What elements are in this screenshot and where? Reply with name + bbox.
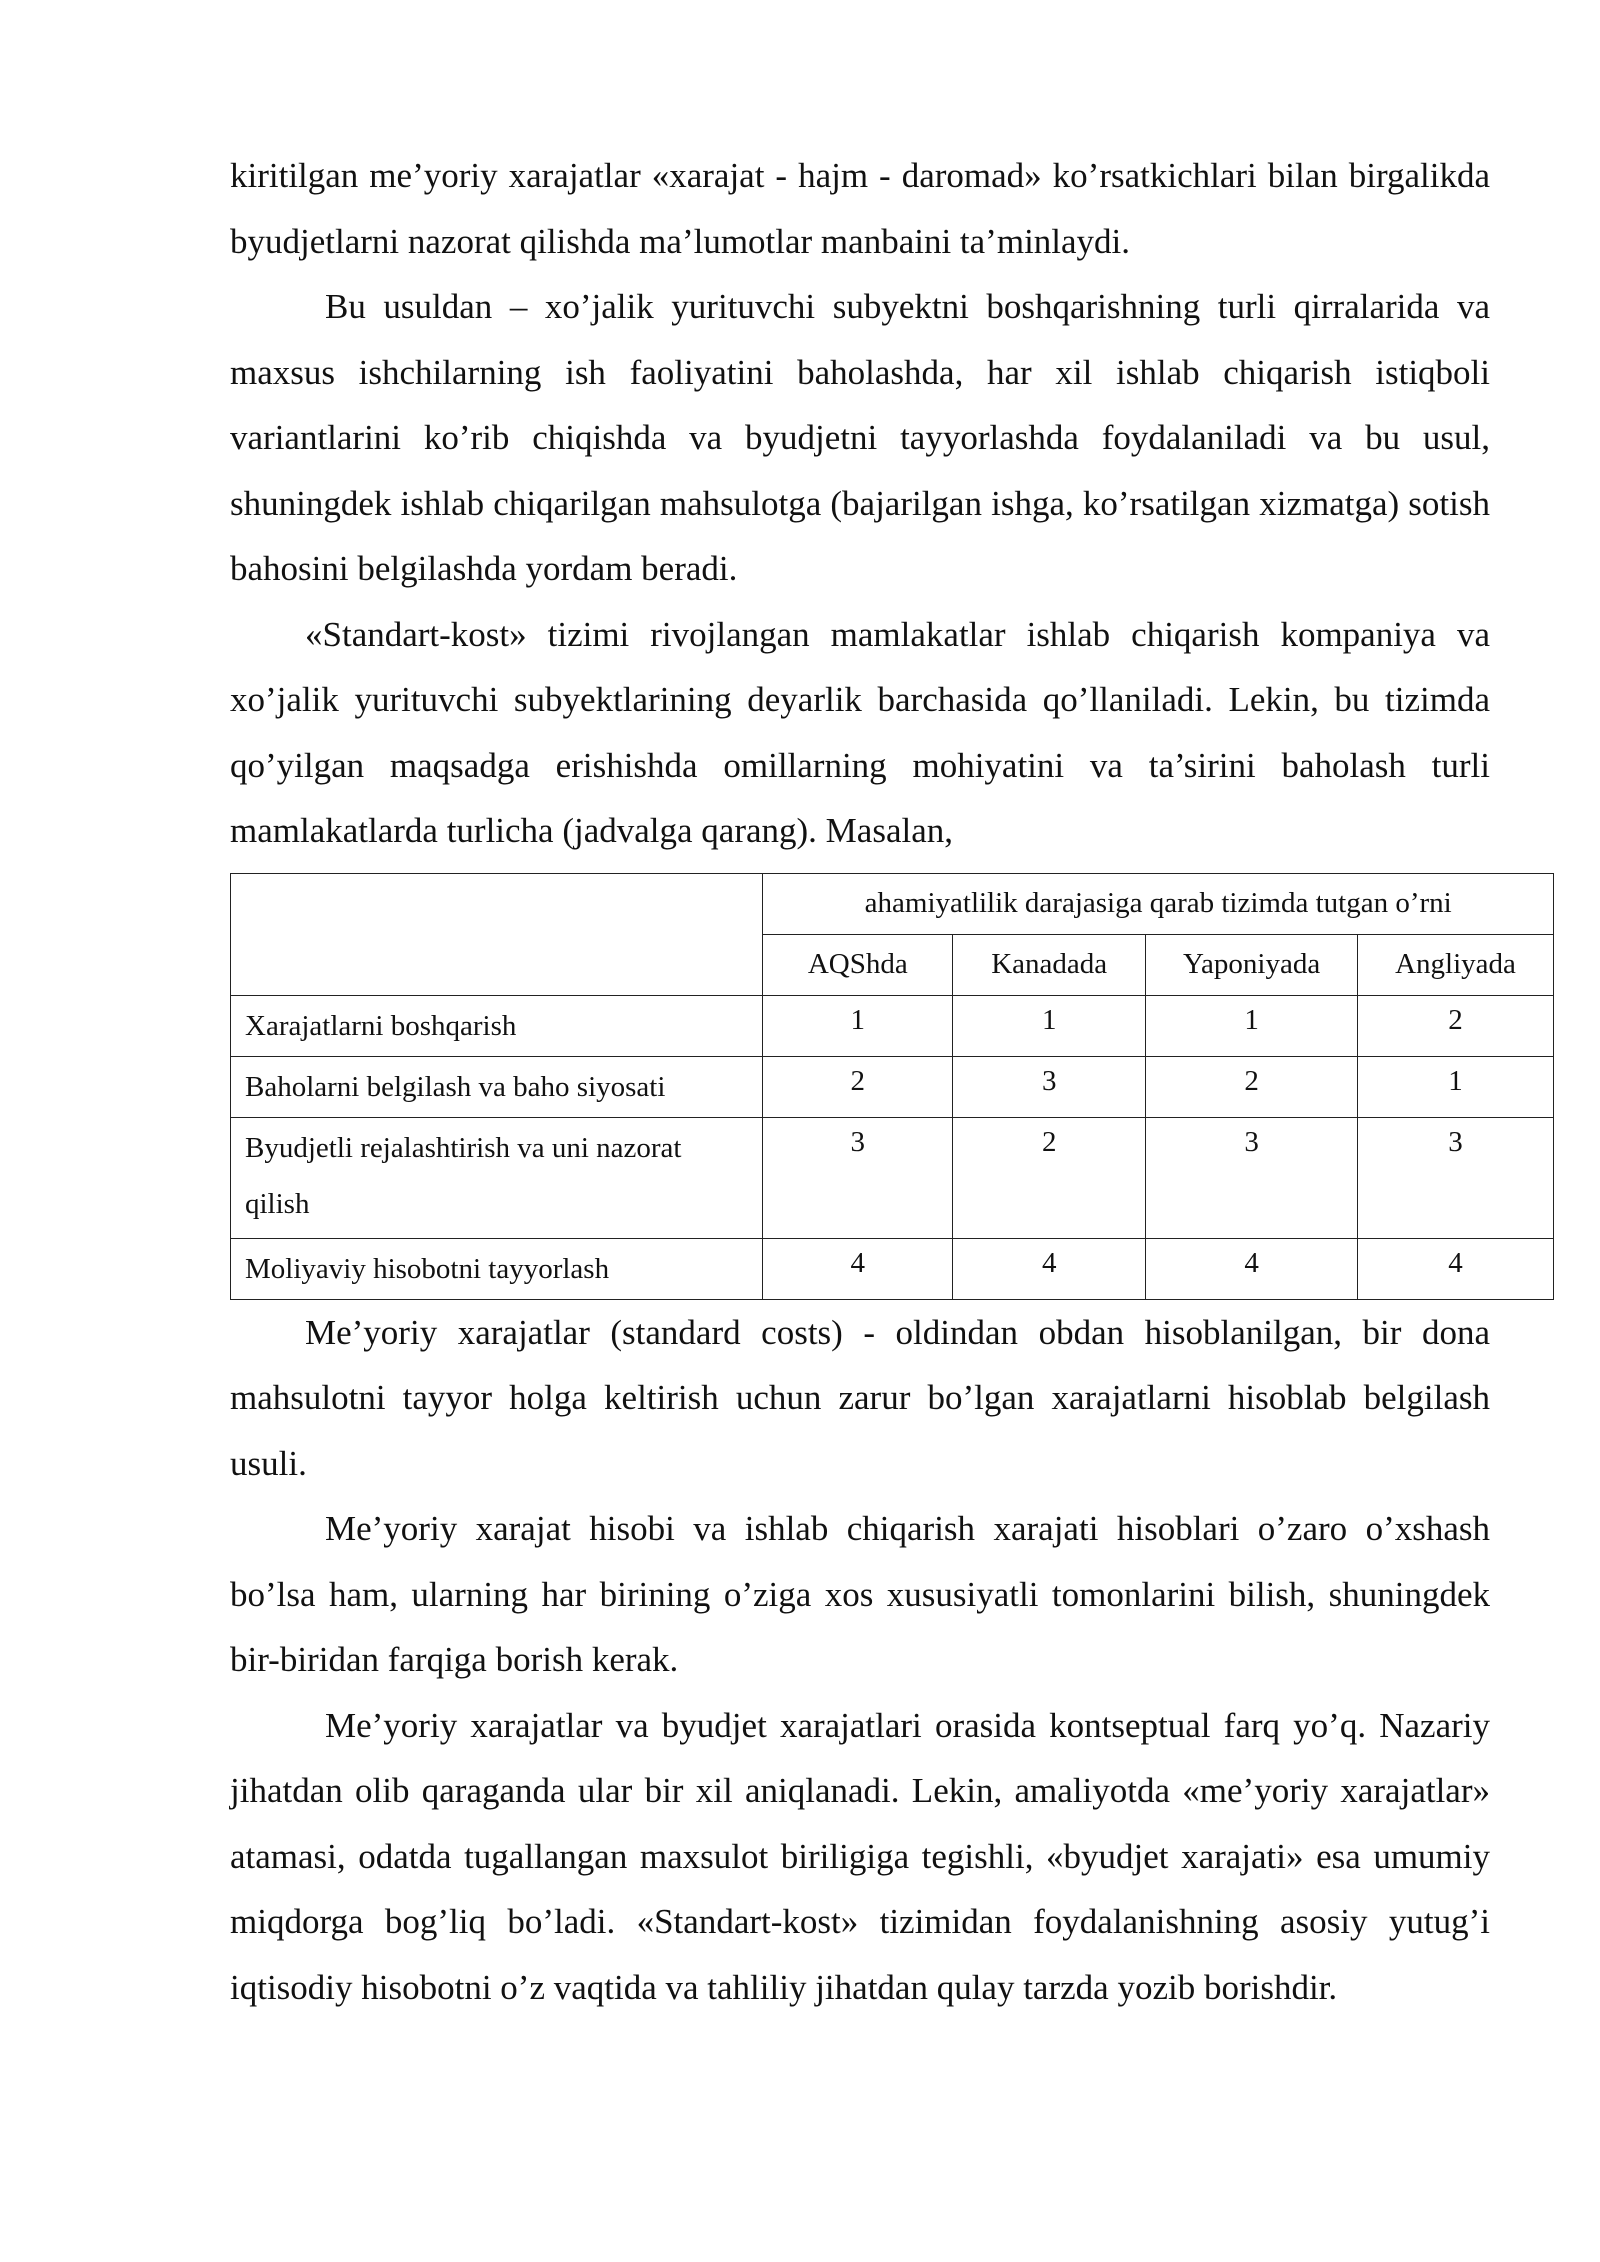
paragraph-4: Me’yoriy xarajatlar (standard costs) - oldindan obdan hisoblanilgan, bir dona mahsulotni tayyor holga keltirish uchun zarur bo’lgan xarajatlarni hisoblab belgilash usuli. [230, 1312, 1490, 1483]
table-row [231, 995, 1554, 1056]
column-header: AQShda [763, 934, 953, 995]
column-header: Angliyada [1358, 934, 1554, 995]
table-cell: 2 [1146, 1056, 1358, 1117]
row-label: Moliyaviy hisobotni tayyorlash [231, 1238, 763, 1299]
table-cell: 3 [1146, 1117, 1358, 1238]
paragraph-2: Bu usuldan – xo’jalik yurituvchi subyektni boshqarishning turli qirralarida va maxsus ishchilarning ish faoliyatini baholashda, har xil ishlab chiqarish istiqboli variantlarini ko’rib chiqishda va byudjetni tayyorlashda foydalaniladi va bu usul, shuningdek ishlab chiqarilgan mahsulotga (bajarilgan ishga, ko’rsatilgan xizmatga) sotish bahosini belgilashda yordam beradi. [230, 287, 1490, 588]
paragraph-5: Me’yoriy xarajat hisobi va ishlab chiqarish xarajati hisoblari o’zaro o’xshash bo’lsa ham, ularning har birining o’ziga xos xususiyatli tomonlarini bilish, shuningdek bir-biridan farqiga borish kerak. [230, 1509, 1490, 1679]
row-label: Byudjetli rejalashtirish va uni nazorat qilish [231, 1117, 763, 1238]
table-cell: 1 [1358, 1056, 1554, 1117]
table-cell: 4 [1146, 1238, 1358, 1299]
table-cell: 3 [953, 1056, 1146, 1117]
paragraph-1: kiritilgan me’yoriy xarajatlar «xarajat - hajm - daromad» ko’rsatkichlari bilan birgalikda byudjetlarni nazorat qilishda ma’lumotlar manbaini ta’minlaydi. [230, 156, 1490, 261]
row-label: Baholarni belgilash va baho siyosati [231, 1056, 763, 1117]
table-cell: 4 [953, 1238, 1146, 1299]
column-header: Yaponiyada [1146, 934, 1358, 995]
column-header: Kanadada [953, 934, 1146, 995]
table-cell: 2 [953, 1117, 1146, 1238]
table-row [231, 1117, 1554, 1238]
table-row [231, 1056, 1554, 1117]
document-body [230, 143, 1516, 2020]
table-header-group-row [231, 873, 1554, 934]
paragraph-3: «Standart-kost» tizimi rivojlangan mamlakatlar ishlab chiqarish kompaniya va xo’jalik yurituvchi subyektlarining deyarlik barchasida qo’llaniladi. Lekin, bu tizimda qo’yilgan maqsadga erishishda omillarning mohiyatini va ta’sirini baholash turli mamlakatlarda turlicha (jadvalga qarang). Masalan, [230, 614, 1490, 850]
table-cell: 3 [763, 1117, 953, 1238]
table-cell: 1 [763, 995, 953, 1056]
table-cell: 4 [1358, 1238, 1554, 1299]
table-cell: 1 [953, 995, 1146, 1056]
table-cell: 4 [763, 1238, 953, 1299]
table-cell: 1 [1146, 995, 1358, 1056]
table-group-header: ahamiyatlilik darajasiga qarab tizimda tutgan o’rni [763, 873, 1554, 934]
table-row [231, 1238, 1554, 1299]
table-cell: 3 [1358, 1117, 1554, 1238]
table-corner-cell [231, 873, 763, 995]
table-cell: 2 [1358, 995, 1554, 1056]
table-cell: 2 [763, 1056, 953, 1117]
ranking-table [230, 873, 1554, 1300]
paragraph-6: Me’yoriy xarajatlar va byudjet xarajatlari orasida kontseptual farq yo’q. Nazariy jihatdan olib qaraganda ular bir xil aniqlanadi. Lekin, amaliyotda «me’yoriy xarajatlar» atamasi, odatda tugallangan maxsulot biriligiga tegishli, «byudjet xarajati» esa umumiy miqdorga bog’liq bo’ladi. «Standart-kost» tizimidan foydalanishning asosiy yutug’i iqtisodiy hisobotni o’z vaqtida va tahliliy jihatdan qulay tarzda yozib borishdir. [230, 1705, 1490, 2007]
row-label: Xarajatlarni boshqarish [231, 995, 763, 1056]
